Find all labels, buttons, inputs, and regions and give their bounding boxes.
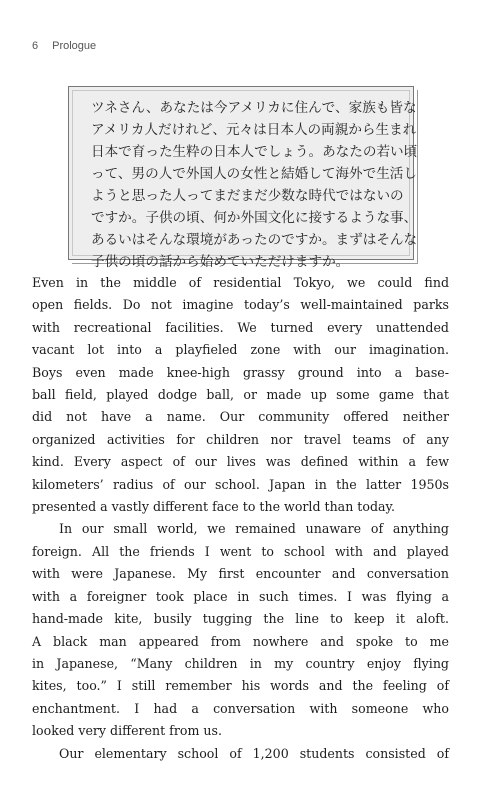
question-text bbox=[91, 97, 418, 273]
question-line: って、男の人で外国人の女性と結婚して海外で生活し bbox=[91, 166, 417, 182]
body-line: presented a vastly different face to the world than today. bbox=[32, 499, 395, 515]
body-line: kites, too.” I still remember his words and the feeling of bbox=[32, 678, 449, 694]
section-title: Prologue bbox=[52, 40, 97, 52]
body-line: with were Japanese. My first encounter and conversation bbox=[32, 566, 449, 582]
body-text bbox=[32, 272, 449, 765]
body-line: A black man appeared from nowhere and spoke to me bbox=[32, 633, 449, 649]
body-line: with recreational facilities. We turned every unattended bbox=[32, 319, 449, 335]
question-line: 日本で育った生粋の日本人でしょう。あなたの若い頃 bbox=[91, 144, 418, 160]
question-line: アメリカ人だけれど、元々は日本人の両親から生まれ bbox=[91, 122, 417, 138]
body-line: In our small world, we remained unaware of anything bbox=[59, 521, 449, 537]
question-line: ツネさん、あなたは今アメリカに住んで、家族も皆な bbox=[91, 100, 417, 116]
question-box bbox=[68, 86, 418, 270]
question-line: ですか。子供の頃、何か外国文化に接するような事、 bbox=[91, 210, 418, 226]
body-line: hand-made kite, busily tugging the line to keep it aloft. bbox=[32, 611, 449, 627]
body-line: foreign. All the friends I went to school with and played bbox=[32, 543, 449, 559]
body-line: looked very different from us. bbox=[32, 723, 222, 739]
body-line: kind. Every aspect of our lives was defined within a few bbox=[32, 454, 449, 470]
body-line: in Japanese, “Many children in my country enjoy flying bbox=[32, 655, 449, 671]
question-line: 子供の頃の話から始めていただけますか。 bbox=[91, 254, 350, 270]
question-line: あるいはそんな環境があったのですか。まずはそんな bbox=[91, 232, 418, 248]
body-line: Our elementary school of 1,200 students consisted of bbox=[59, 745, 449, 761]
body-line: Boys even made knee-high grassy ground into a base- bbox=[32, 364, 449, 380]
body-line: open fields. Do not imagine today’s well-maintained parks bbox=[32, 297, 449, 313]
body-line: Even in the middle of residential Tokyo, we could find bbox=[32, 275, 449, 290]
body-line: enchantment. I had a conversation with someone who bbox=[32, 700, 449, 716]
body-line: did not have a name. Our community offered neither bbox=[32, 409, 449, 425]
body-line: with a foreigner took place in such times. I was flying a bbox=[32, 588, 449, 604]
body-line: ball field, played dodge ball, or made up some game that bbox=[32, 387, 449, 403]
page-number: 6 bbox=[32, 40, 39, 52]
body-line: kilometers’ radius of our school. Japan in the latter 1950s bbox=[32, 476, 449, 492]
body-line: vacant lot into a playfieled zone with our imagination. bbox=[32, 342, 449, 358]
running-header bbox=[32, 40, 96, 52]
body-line: organized activities for children nor travel teams of any bbox=[32, 431, 449, 447]
question-line: ようと思った人ってまだまだ少数な時代ではないの bbox=[91, 188, 404, 204]
